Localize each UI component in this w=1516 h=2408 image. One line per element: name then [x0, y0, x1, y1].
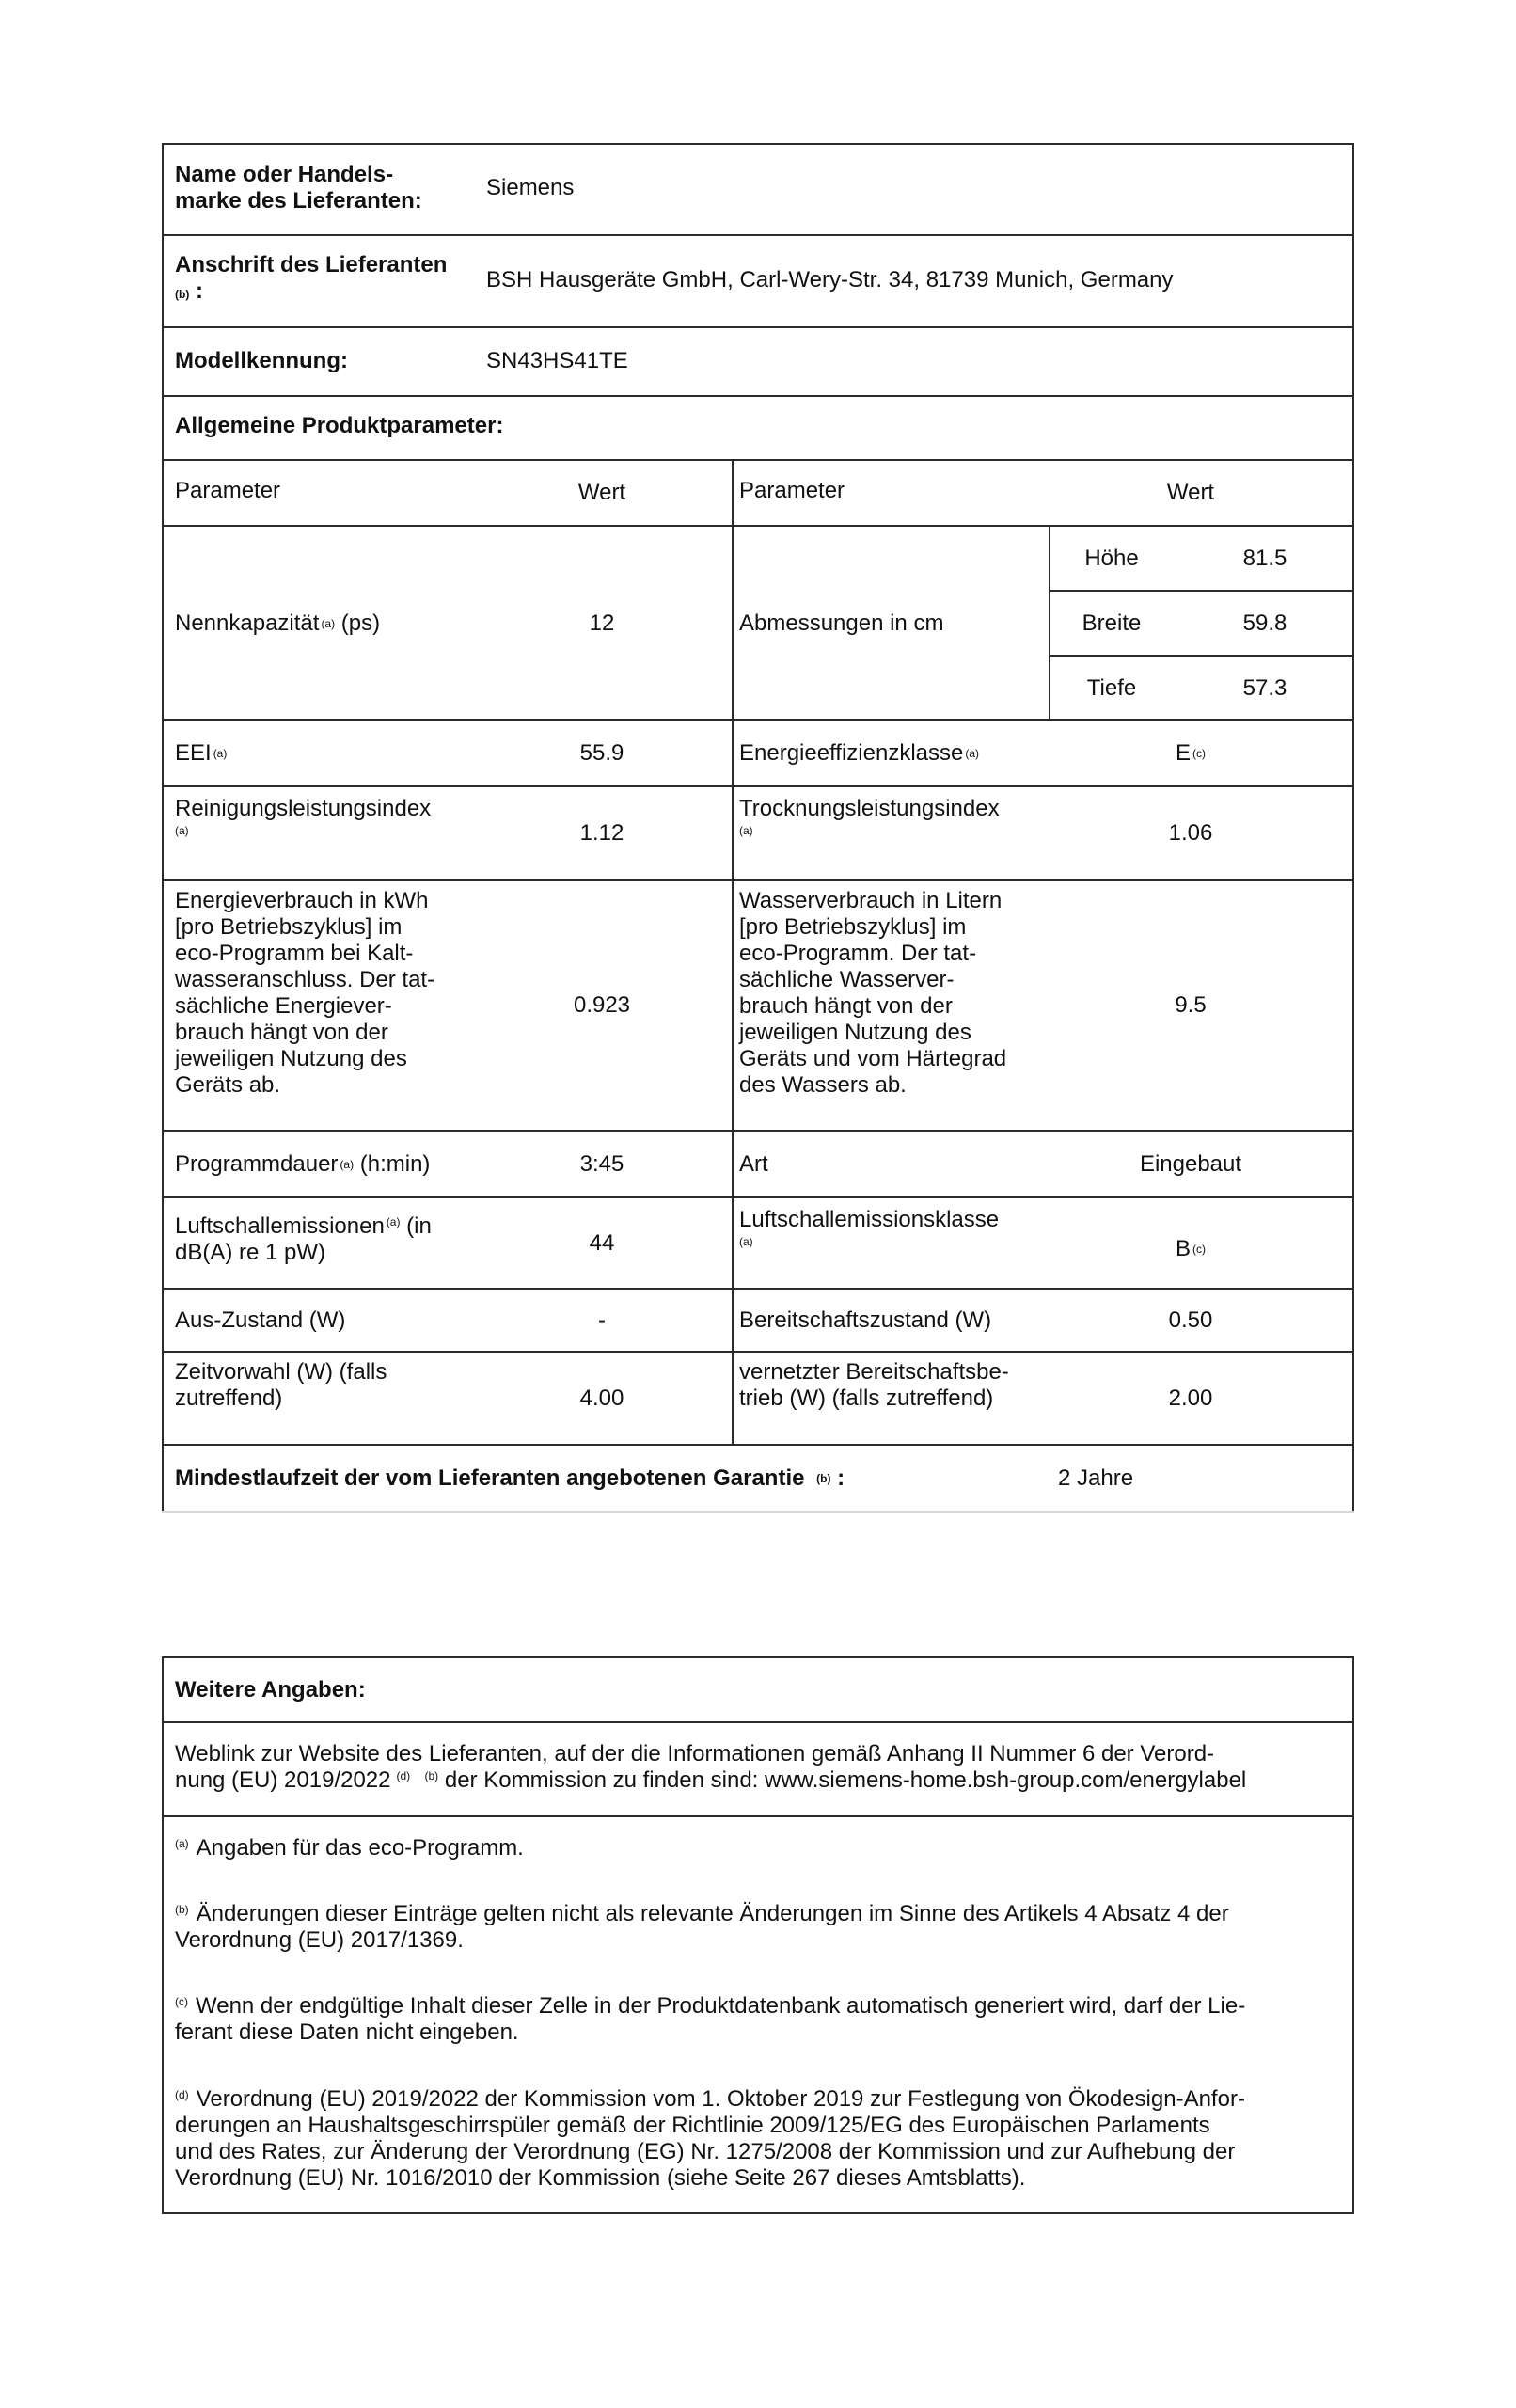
text-line: des Wassers ab.	[739, 1072, 907, 1098]
capacity-label-text: Nennkapazität	[175, 610, 320, 636]
dimension-depth-value: 57.3	[1242, 674, 1287, 701]
footnote-ref-d: (d)	[396, 1769, 411, 1782]
footnote-line: und des Rates, zur Änderung der Verordnung (EG) Nr. 1275/2008 der Kommission und zur Aufhebung der	[175, 2139, 1236, 2164]
energy-consumption-value: 0.923	[573, 992, 631, 1018]
footnote-ref-a: (a)	[386, 1215, 401, 1228]
noise-class-label-text: Luftschallemissionsklasse	[739, 1207, 1000, 1232]
cleaning-index-label-text: Reinigungsleistungsindex	[175, 796, 432, 821]
cleaning-index-label	[175, 796, 431, 837]
table-border-right	[1352, 143, 1354, 1513]
footnote-ref-a: (a)	[739, 1235, 753, 1248]
text-line: Geräts ab.	[175, 1072, 281, 1098]
warranty-value: 2 Jahre	[1058, 1465, 1134, 1491]
dimension-width-value: 59.8	[1242, 610, 1287, 636]
noise-emission-label-line1	[175, 1213, 432, 1240]
text-line: Wasserverbrauch in Litern	[739, 888, 1003, 913]
footnote-line: Verordnung (EU) Nr. 1016/2010 der Kommission (siehe Seite 267 dieses Amtsblatts).	[175, 2165, 1026, 2191]
footnote-d	[175, 2086, 1245, 2192]
noise-class-value: B (c)	[1175, 1236, 1206, 1261]
row-divider	[162, 143, 1354, 145]
eei-label-text: EEI	[175, 740, 212, 766]
col-header-value-left: Wert	[577, 480, 626, 505]
text-line: brauch hängt von der	[739, 993, 953, 1019]
networked-standby-label	[739, 1359, 1009, 1412]
text: nung (EU) 2019/2022	[175, 1767, 391, 1793]
text-line: wasseranschluss. Der tat-	[175, 967, 435, 992]
networked-standby-value: 2.00	[1168, 1385, 1213, 1411]
footnote-mark: (a)	[175, 1837, 189, 1850]
text-line: vernetzter Bereitschaftsbe-	[739, 1359, 1009, 1385]
table-border-left	[162, 1656, 164, 2214]
table-border-left	[162, 143, 164, 1513]
footnote-line: Verordnung (EU) 2017/1369.	[175, 1927, 464, 1953]
water-consumption-value: 9.5	[1175, 992, 1207, 1018]
model-value: SN43HS41TE	[486, 348, 628, 373]
text-line: trieb (W) (falls zutreffend)	[739, 1386, 994, 1411]
model-label: Modellkennung:	[175, 348, 348, 373]
text-line: [pro Betriebszyklus] im	[175, 914, 403, 940]
noise-emission-value: 44	[589, 1230, 615, 1256]
weblink-url-text: der Kommission zu finden sind: www.siemens-home.bsh-group.com/energylabel	[444, 1767, 1247, 1793]
supplier-name-label	[175, 162, 422, 214]
warranty-label-text: Mindestlaufzeit der vom Lieferanten angebotenen Garantie	[175, 1465, 805, 1491]
footnote-line	[175, 1901, 1229, 1927]
weblink-text	[175, 1741, 1246, 1794]
program-duration-label-text: Programmdauer	[175, 1151, 339, 1177]
supplier-address-label-footnote	[175, 278, 447, 305]
footnote-ref-b: (b)	[175, 288, 190, 301]
row-divider	[162, 395, 1354, 397]
table-border-right	[1352, 1656, 1354, 2214]
colon: :	[196, 278, 203, 304]
weblink-line2	[175, 1767, 1246, 1794]
row-divider	[162, 326, 1354, 328]
noise-class-letter: B	[1175, 1236, 1191, 1261]
supplier-address-label	[175, 252, 447, 305]
dimension-width-label: Breite	[1082, 610, 1142, 636]
footnote-a	[175, 1835, 524, 1861]
drying-index-label-text: Trocknungsleistungsindex	[739, 796, 1000, 821]
noise-emission-label-line2: dB(A) re 1 pW)	[175, 1240, 326, 1265]
additional-info-heading: Weitere Angaben:	[175, 1676, 366, 1703]
type-label: Art	[739, 1151, 768, 1177]
program-duration-label: Programmdauer (a) (h:min)	[175, 1151, 431, 1177]
row-divider	[162, 234, 1354, 236]
text: Luftschallemissionen	[175, 1213, 385, 1239]
energy-consumption-label	[175, 888, 434, 1099]
weblink-line1: Weblink zur Website des Lieferanten, auf der die Informationen gemäß Anhang II Nummer 6 der Verord-	[175, 1741, 1215, 1766]
eei-value: 55.9	[579, 740, 624, 766]
colon: :	[837, 1465, 845, 1491]
text-line: Energieverbrauch in kWh	[175, 888, 429, 913]
footnote-mark: (d)	[175, 2088, 189, 2101]
drying-index-value: 1.06	[1168, 820, 1213, 846]
text-line: sächliche Wasserver-	[739, 967, 955, 992]
footnote-b	[175, 1901, 1229, 1954]
delay-start-label	[175, 1359, 387, 1412]
off-mode-value: -	[598, 1307, 606, 1333]
row-divider	[162, 1815, 1354, 1817]
noise-emission-label	[175, 1213, 432, 1266]
col-header-parameter-right: Parameter	[739, 478, 845, 503]
general-parameters-heading: Allgemeine Produktparameter:	[175, 413, 504, 438]
standby-value: 0.50	[1168, 1307, 1213, 1333]
text-line: jeweiligen Nutzung des	[739, 1020, 971, 1045]
footnote-c	[175, 1993, 1245, 2046]
footnote-ref-a: (a)	[175, 824, 189, 837]
col-header-value-right: Wert	[1166, 480, 1215, 505]
text-line: [pro Betriebszyklus] im	[739, 914, 967, 940]
dimensions-label: Abmessungen in cm	[739, 610, 944, 636]
energy-class-label: Energieeffizienzklasse (a)	[739, 740, 980, 766]
footnote-line: derungen an Haushaltsgeschirrspüler gemäß der Richtlinie 2009/125/EG des Europäischen Parlaments	[175, 2113, 1210, 2138]
footnote-line	[175, 1993, 1245, 2020]
text: (in	[406, 1213, 432, 1239]
row-divider	[162, 2212, 1354, 2214]
text-line: zutreffend)	[175, 1386, 283, 1411]
text-line: Zeitvorwahl (W) (falls	[175, 1359, 387, 1385]
energy-class-label-text: Energieeffizienzklasse	[739, 740, 964, 766]
footnote-line: ferant diese Daten nicht eingeben.	[175, 2020, 519, 2045]
text: Angaben für das eco-Programm.	[196, 1835, 524, 1861]
dimension-depth-label: Tiefe	[1086, 674, 1137, 701]
energy-class-letter: E	[1175, 740, 1191, 766]
dimension-height-value: 81.5	[1242, 546, 1287, 571]
noise-class-label	[739, 1207, 999, 1248]
text-line: eco-Programm bei Kalt-	[175, 941, 414, 966]
text-line: eco-Programm. Der tat-	[739, 941, 977, 966]
energy-class-value: E (c)	[1175, 740, 1206, 766]
text-line: brauch hängt von der	[175, 1020, 388, 1045]
column-divider	[732, 459, 734, 1445]
supplier-address-label-text: Anschrift des Lieferanten	[175, 252, 448, 277]
cleaning-index-value: 1.12	[579, 820, 624, 846]
supplier-address-value: BSH Hausgeräte GmbH, Carl-Wery-Str. 34, 81739 Munich, Germany	[486, 267, 1174, 293]
standby-label: Bereitschaftszustand (W)	[739, 1307, 992, 1333]
footnote-line	[175, 2086, 1245, 2113]
program-duration-unit: (h:min)	[359, 1151, 431, 1177]
text-line: sächliche Energiever-	[175, 993, 392, 1019]
footnote-mark: (b)	[175, 1903, 189, 1916]
off-mode-label: Aus-Zustand (W)	[175, 1307, 346, 1333]
supplier-name-label-line2: marke des Lieferanten:	[175, 188, 422, 214]
dimension-height-label: Höhe	[1084, 546, 1139, 571]
supplier-name-value: Siemens	[486, 175, 575, 200]
eei-label: EEI (a)	[175, 740, 228, 766]
program-duration-value: 3:45	[579, 1151, 624, 1177]
col-header-parameter-left: Parameter	[175, 478, 281, 503]
footnote-mark: (c)	[175, 1995, 188, 2008]
capacity-value: 12	[589, 610, 615, 636]
text-line: Geräts und vom Härtegrad	[739, 1046, 1007, 1071]
capacity-unit: (ps)	[340, 610, 381, 636]
text: Verordnung (EU) 2019/2022 der Kommission vom 1. Oktober 2019 zur Festlegung von Ökodesign-Anfor-	[196, 2086, 1245, 2112]
row-divider	[162, 1721, 1354, 1723]
type-value: Eingebaut	[1139, 1151, 1242, 1177]
text-line: jeweiligen Nutzung des	[175, 1046, 407, 1071]
warranty-label: Mindestlaufzeit der vom Lieferanten angebotenen Garantie (b) :	[175, 1465, 845, 1491]
drying-index-label	[739, 796, 1000, 837]
footnote-line	[175, 1835, 524, 1861]
capacity-label: Nennkapazität (a) (ps)	[175, 610, 381, 636]
footnote-ref-a: (a)	[739, 824, 753, 837]
text: Wenn der endgültige Inhalt dieser Zelle in der Produktdatenbank automatisch generiert wird, darf der Lie-	[196, 1993, 1246, 2019]
water-consumption-label	[739, 888, 1006, 1099]
footnote-ref-b: (b)	[424, 1769, 439, 1782]
supplier-name-label-line1: Name oder Handels-	[175, 162, 394, 187]
delay-start-value: 4.00	[579, 1385, 624, 1411]
text: Änderungen dieser Einträge gelten nicht als relevante Änderungen im Sinne des Artikels 4 Absatz 4 der	[196, 1901, 1229, 1926]
